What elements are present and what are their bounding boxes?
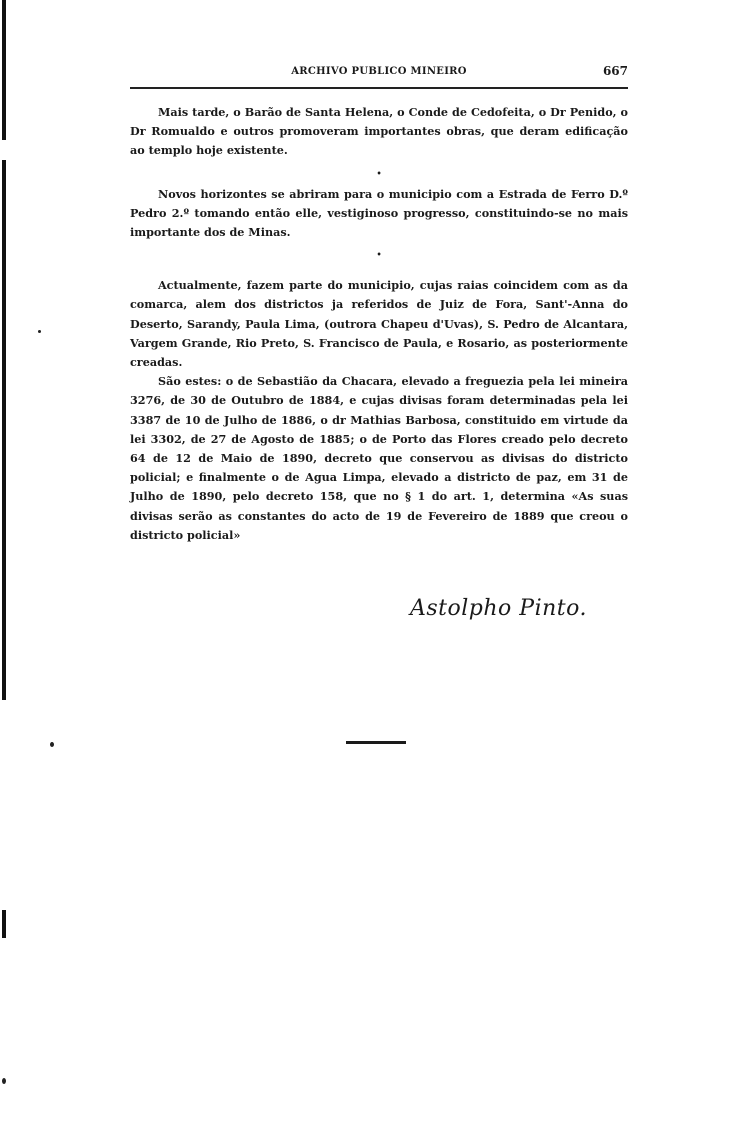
header-title: ARCHIVO PUBLICO MINEIRO — [291, 66, 467, 77]
scan-edge-line-mid — [2, 160, 6, 700]
header-rule — [130, 87, 628, 89]
body-text — [130, 103, 628, 545]
paragraph: Mais tarde, o Barão de Santa Helena, o Conde de Cedofeita, o Dr Penido, o Dr Romualdo e outros promoveram importantes obras, que deram edificação ao templo hoje existente. — [130, 105, 628, 158]
end-rule — [346, 741, 406, 744]
section-separator: • — [376, 167, 382, 178]
scan-edge-line-top — [2, 0, 6, 140]
scan-speck — [50, 742, 54, 747]
signature: Astolpho Pinto. — [410, 596, 587, 621]
paragraph: Actualmente, fazem parte do municipio, cujas raias coincidem com as da comarca, alem dos districtos ja referidos de Juiz de Fora, Sant'-Anna do Deserto, Sarandy, Paula Lima, (outrora Chapeu d'Uvas), S. Pedro de Alcantara, Vargem Grande, Rio Preto, S. Francisco de Paula, e Rosario, as posteriormente creadas. — [130, 278, 628, 370]
paragraph-gap — [130, 266, 628, 276]
page-number: 667 — [602, 64, 628, 78]
scan-speck — [38, 330, 41, 333]
scan-edge-line-bottom — [2, 910, 6, 938]
section-separator: • — [376, 249, 382, 260]
page-header — [130, 62, 628, 84]
paragraph: São estes: o de Sebastião da Chacara, elevado a freguezia pela lei mineira 3276, de 30 de Outubro de 1884, e cujas divisas foram determinadas pela lei 3387 de 10 de Julho de 1886, o dr Mathias Barbosa, constituido em virtude da lei 3302, de 27 de Agosto de 1885; o de Porto das Flores creado pelo decreto 64 de 12 de Maio de 1890, decreto que conservou as divisas do districto policial; e finalmente o de Agua Limpa, elevado a districto de paz, em 31 de Julho de 1890, pelo decreto 158, que no § 1 do art. 1, determina «As suas divisas serão as constantes do acto de 19 de Fevereiro de 1889 que creou o districto policial» — [130, 374, 628, 542]
scan-speck — [2, 1078, 6, 1084]
paragraph: Novos horizontes se abriram para o municipio com a Estrada de Ferro D.º Pedro 2.º tomando então elle, vestiginoso progresso, constituindo-se no mais importante dos de Minas. — [130, 186, 628, 240]
